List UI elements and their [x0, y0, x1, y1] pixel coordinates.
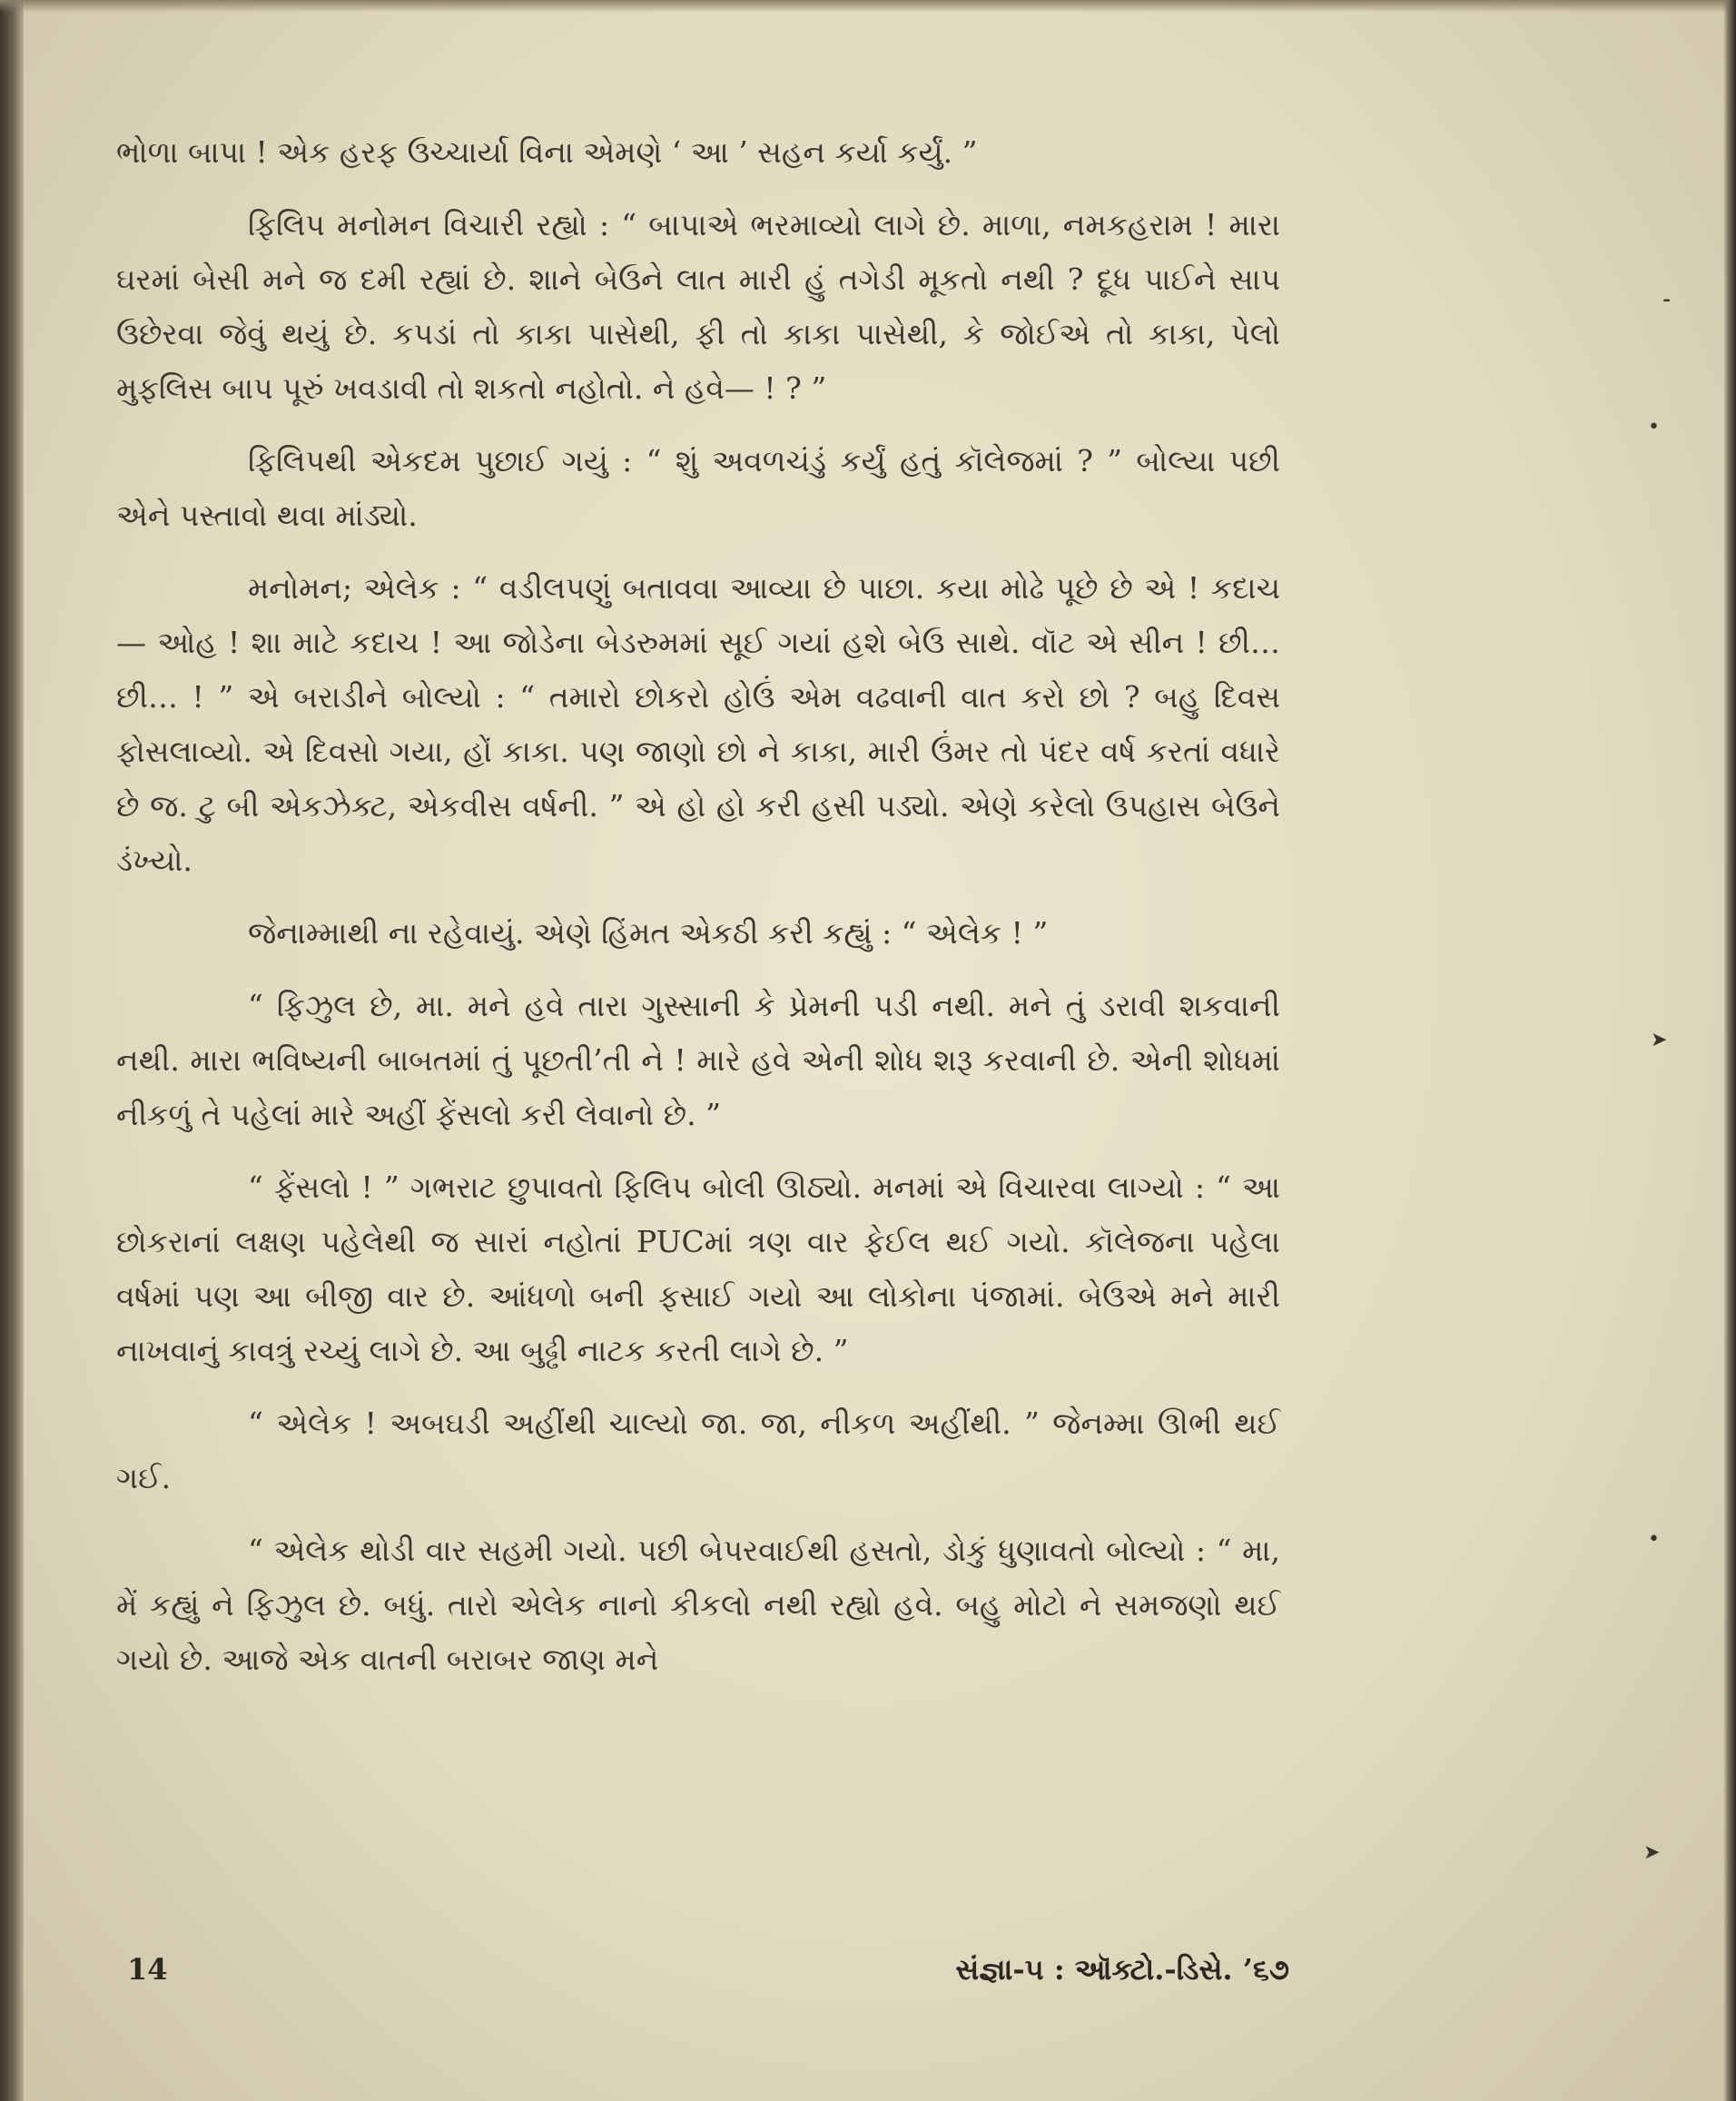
paragraph-7: “ ફેંસલો ! ” ગભરાટ છુપાવતો ફિલિપ બોલી ઊઠ્યો. મનમાં એ વિચારવા લાગ્યો : “ આ છોકરાનાં લક્ષણ પહેલેથી જ સારાં નહોતાં PUCમાં ત્રણ વાર ફેઈલ થઈ ગયો. કૉલેજના પહેલા વર્ષમાં પણ આ બીજી વાર છે. આંધળો બની ફસાઈ ગયો આ લોકોના પંજામાં. બેઉએ મને મારી નાખવાનું કાવત્રું રચ્યું લાગે છે. આ બુઢ્ઢી નાટક કરતી લાગે છે. ” — [116, 1169, 1280, 1368]
paragraph-9: “ એલેક થોડી વાર સહમી ગયો. પછી બેપરવાઈથી હસતો, ડોકું ધુણાવતો બોલ્યો : “ મા, મેં કહ્યું ને ફિઝુલ છે. બધું. તારો એલેક નાનો કીકલો નથી રહ્યો હવે. બહુ મોટો ને સમજણો થઈ ગયો છે. આજે એક વાતની બરાબર જાણ મને — [116, 1533, 1280, 1677]
paragraph-3: ફિલિપથી એકદમ પુછાઈ ગયું : “ શું અવળચંડું કર્યું હતું કૉલેજમાં ? ” બોલ્યા પછી એને પસ્તાવો થવા માંડ્યો. — [116, 443, 1280, 533]
paragraph-4: મનોમન; એલેક : “ વડીલપણું બતાવવા આવ્યા છે પાછા. કયા મોઢે પૂછે છે એ ! કદાચ— ઓહ ! શા માટે કદાચ ! આ જોડેના બેડરુમમાં સૂઈ ગયાં હશે બેઉ સાથે. વૉટ એ સીન ! છી… છી… ! ” એ બરાડીને બોલ્યો : “ તમારો છોકરો હોઉં એમ વઢવાની વાત કરો છો ? બહુ દિવસ ફોસલાવ્યો. એ દિવસો ગયા, હોં કાકા. પણ જાણો છો ને કાકા, મારી ઉંમર તો પંદર વર્ષ કરતાં વધારે છે જ. ટુ બી એકઝેક્ટ, એકવીસ વર્ષની. ” એ હો હો કરી હસી પડ્યો. એણે કરેલો ઉપહાસ બેઉને ડંખ્યો. — [116, 570, 1280, 878]
margin-dot-mark: • — [1648, 416, 1660, 439]
page-number: 14 — [127, 1952, 168, 1987]
margin-arrow-mark: ➤ — [1651, 1029, 1668, 1051]
margin-dash-mark: ⁃ — [1662, 291, 1672, 313]
paragraph-6: “ ફિઝુલ છે, મા. મને હવે તારા ગુસ્સાની કે પ્રેમની પડી નથી. મને તું ડરાવી શકવાની નથી. મારા ભવિષ્યની બાબતમાં તું પૂછતી’તી ને ! મારે હવે એની શોધ શરૂ કરવાની છે. એની શોધમાં નીકળું તે પહેલાં મારે અહીં ફેંસલો કરી લેવાનો છે. ” — [116, 988, 1280, 1132]
right-page-edge — [1723, 0, 1736, 2101]
paragraph-2: ફિલિપ મનોમન વિચારી રહ્યો : “ બાપાએ ભરમાવ્યો લાગે છે. માળા, નમકહરામ ! મારા ઘરમાં બેસી મને જ દમી રહ્યાં છે. શાને બેઉને લાત મારી હું તગેડી મૂકતો નથી ? દૂધ પાઈને સાપ ઉછેરવા જેવું થયું છે. કપડાં તો કાકા પાસેથી, ફી તો કાકા પાસેથી, કે જોઈએ તો કાકા, પેલો મુફલિસ બાપ પૂરું ખવડાવી તો શકતો નહોતો. ને હવે— ! ? ” — [116, 207, 1280, 406]
margin-arrow-mark-2: ➤ — [1643, 1841, 1661, 1864]
paragraph-5: જેનામ્માથી ના રહેવાયું. એણે હિંમત એકઠી કરી કહ્યું : “ એલેક ! ” — [248, 915, 1049, 951]
page-footer — [127, 1952, 1289, 1997]
paragraph-8: “ એલેક ! અબઘડી અહીંથી ચાલ્યો જા. જા, નીકળ અહીંથી. ” જેનમ્મા ઊભી થઈ ગઈ. — [116, 1406, 1280, 1495]
body-text — [116, 125, 1280, 1705]
margin-dot-mark-2: • — [1648, 1528, 1660, 1551]
book-spine-edge — [0, 0, 24, 2101]
journal-issue-footer: સંજ્ઞા-૫ : ઑક્ટો.-ડિસે. ’૬૭ — [955, 1952, 1289, 1987]
top-page-edge — [0, 0, 1736, 13]
paragraph-1: ભોળા બાપા ! એક હરફ ઉચ્ચાર્યા વિના એમણે ‘ આ ’ સહન કર્યા કર્યું. ” — [116, 134, 978, 170]
